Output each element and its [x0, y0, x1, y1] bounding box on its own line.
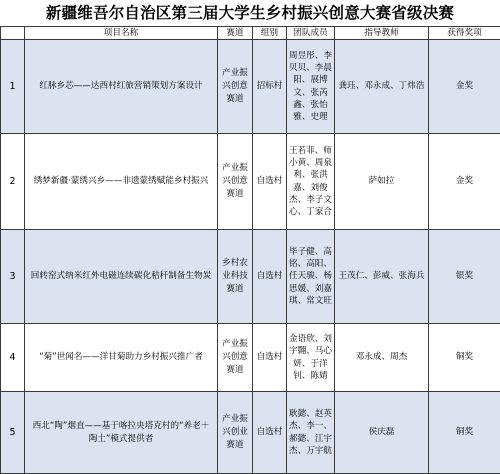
table-row: [1, 392, 500, 474]
team-members: 毕子健、高铭、高阳、任天骏、杨思媛、刘嘉琪、常文旺: [287, 230, 335, 324]
table-row: [1, 40, 500, 134]
table-row: [1, 324, 500, 392]
row-number: 1: [1, 40, 25, 134]
track-cell: 产业振兴创意赛道: [218, 40, 253, 134]
project-name: “菊”世闻名——洋甘菊助力乡村振兴推广者: [25, 324, 218, 392]
row-number: 3: [1, 230, 25, 324]
award-cell: 金奖: [429, 40, 500, 134]
group-cell: 自选村: [253, 134, 287, 230]
col-header-project: 项目名称: [25, 27, 218, 40]
row-number: 4: [1, 324, 25, 392]
project-name: 回转窑式纳米红外电磁连续碳化秸秆制备生物炭: [25, 230, 218, 324]
col-header-index: [1, 27, 25, 40]
team-members: 王若菲、师小黄、周泉利、张洪嘉、刘俊杰、李子文心、丁家合: [287, 134, 335, 230]
col-header-advisor: 指导教师: [335, 27, 429, 40]
table-row: [1, 230, 500, 324]
results-table: [0, 26, 500, 474]
award-cell: 铜奖: [429, 324, 500, 392]
group-cell: 招标村: [253, 40, 287, 134]
page-title: 新疆维吾尔自治区第三届大学生乡村振兴创意大赛省级决赛: [0, 0, 500, 26]
row-number: 2: [1, 134, 25, 230]
col-header-team: 团队成员: [287, 27, 335, 40]
group-cell: 自选村: [253, 230, 287, 324]
table-row: [1, 134, 500, 230]
project-name: 西北“陶”烟直——基于喀拉央塔克村的“养老＋陶土”模式提供者: [25, 392, 218, 474]
col-header-group: 组别: [253, 27, 287, 40]
track-cell: 产业振兴创意赛道: [218, 324, 253, 392]
track-cell: 产业振兴创意赛道: [218, 134, 253, 230]
team-members: 耿懿、赵英杰、李一、郝懿、江宇杰、万宇航: [287, 392, 335, 474]
team-members: 金语欣、刘宇翾、马心妍、于洋钊、陈婧: [287, 324, 335, 392]
project-name: 红脉乡芯——达西村红旅营销策划方案设计: [25, 40, 218, 134]
award-cell: 金奖: [429, 134, 500, 230]
col-header-award: 获得奖项: [429, 27, 500, 40]
advisor-cell: 萨如拉: [335, 134, 429, 230]
header-row: [1, 27, 500, 40]
track-cell: 乡村农业科技赛道: [218, 230, 253, 324]
advisor-cell: 邓永成、周杰: [335, 324, 429, 392]
advisor-cell: 龚珏、邓永成、丁炜浩: [335, 40, 429, 134]
col-header-track: 赛道: [218, 27, 253, 40]
group-cell: 自选村: [253, 324, 287, 392]
group-cell: 自选村: [253, 392, 287, 474]
award-cell: 银奖: [429, 230, 500, 324]
row-number: 5: [1, 392, 25, 474]
team-members: 周昱彤、李贝贝、李晨阳、展博文、张芮鑫、张怡雅、史理: [287, 40, 335, 134]
award-cell: 铜奖: [429, 392, 500, 474]
track-cell: 产业振兴创业赛道: [218, 392, 253, 474]
project-name: 绣梦新疆·蒙绣兴乡——非遗蒙绣赋能乡村振兴: [25, 134, 218, 230]
advisor-cell: 侯庆磊: [335, 392, 429, 474]
advisor-cell: 王茂仁、彭威、张海兵: [335, 230, 429, 324]
